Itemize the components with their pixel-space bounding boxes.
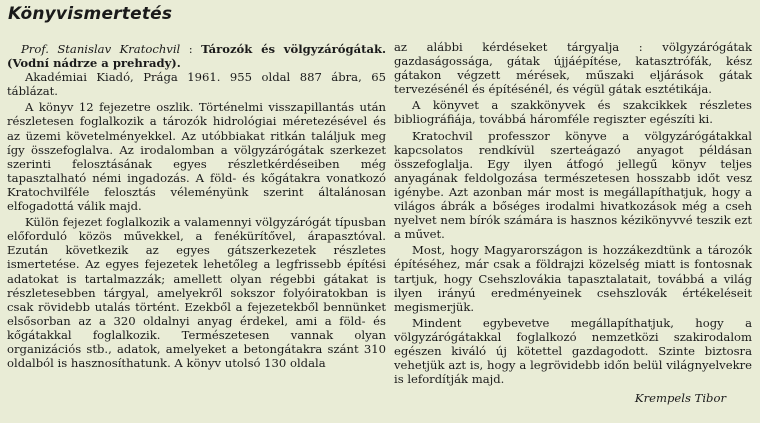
publisher-info: Akadémiai Kiadó, Prága 1961. 955 oldal 887 ábra, 65 táblázat. <box>7 70 386 99</box>
right-column <box>394 40 752 405</box>
review-paragraph: Mindent egybevetve megállapíthatjuk, hogy a völgyzárógátakkal foglalkozó nemzetközi szakirodalom egészen kiváló új kötettel gazdagodott. Szinte biztosra vehetjük azt is, hogy a legrövidebb időn belül világnyelvekre is lefordítják majd. <box>394 315 752 387</box>
reviewer-signature: Krempels Tibor <box>634 391 726 406</box>
left-column <box>7 42 386 370</box>
review-paragraph: az alábbi kérdéseket tárgyalja : völgyzárógátak gazdaságossága, gátak újjáépítése, katasztrófák, kész gátakon végzett mérések, műszaki eljárások gátak tervezésénél és építésénél, és végül gátak esztétikája. <box>394 40 752 97</box>
book-author: Prof. Stanislav Kratochvil <box>21 42 181 56</box>
citation-separator: : <box>180 42 202 56</box>
review-paragraph: A könyv 12 fejezetre oszlik. Történelmi visszapillantás után részletesen foglalkozik a tározók hidrológiai méretezésével és az üzemi követelményekkel. Az utóbbiakat ritkán találjuk meg így összefoglalva. Az irodalomban a völgyzárógátak szerkezet szerinti felosztásának egyes részletkérdéseiben még tapasztalható némi ingadozás. A föld- és kőgátakra vonatkozó Kratochvilféle felosztás véleményünk szerint általánosan elfogadottá válik majd. <box>7 100 386 214</box>
book-title: Tározók és völgyzárógátak. (Vodní nádrze a prehrady). <box>7 42 387 71</box>
review-paragraph: Kratochvil professzor könyve a völgyzárógátakkal kapcsolatos rendkívül szerteágazó anyagot példásan összefoglalja. Egy ilyen átfogó jellegű könyv teljes anyagának feldolgozása természetesen hosszabb időt vesz igénybe. Azt azonban már most is megállapíthatjuk, hogy a világos ábrák a bőséges irodalmi hivatkozások még a cseh nyelvet nem bírók számára is hasznos kézikönyvvé teszik ezt a művet. <box>394 128 752 242</box>
book-citation <box>7 42 386 70</box>
review-paragraph: A könyvet a szakkönyvek és szakcikkek részletes bibliográfiája, továbbá háromféle regiszter egészíti ki. <box>394 98 752 127</box>
review-paragraph: Most, hogy Magyarországon is hozzákezdtünk a tározók építéséhez, már csak a földrajzi közelség miatt is fontosnak tartjuk, hogy Csehszlovákia tapasztalatait, továbbá a világ ilyen irányú eredményeinek csehszlovák értékeléseit megismerjük. <box>394 243 752 314</box>
review-paragraph: Külön fejezet foglalkozik a valamennyi völgyzárógát típusban előforduló közös művekkel, a fenékürítővel, árapasztóval. Ezután következik az egyes gátszerkezetek részletes ismertetése. Az egyes fejezetek lehetőleg a legfrissebb építési adatokat is tartalmazzák; amellett olyan régebbi gátakat is részletesebben tárgyal, amelyekről sokszor folyóiratokban is csak rövidebb utalás történt. Ezekből a fejezetekből bennünket elsősorban az a 320 oldalnyi anyag érdekel, ami a föld- és kőgátakkal foglalkozik. Természetesen vannak olyan organizációs stb., adatok, amelyeket a betongátakra szánt 310 oldalból is hasznosíthatunk. A könyv utolsó 130 oldala <box>7 215 386 371</box>
section-heading: Könyvismertetés <box>8 4 173 24</box>
